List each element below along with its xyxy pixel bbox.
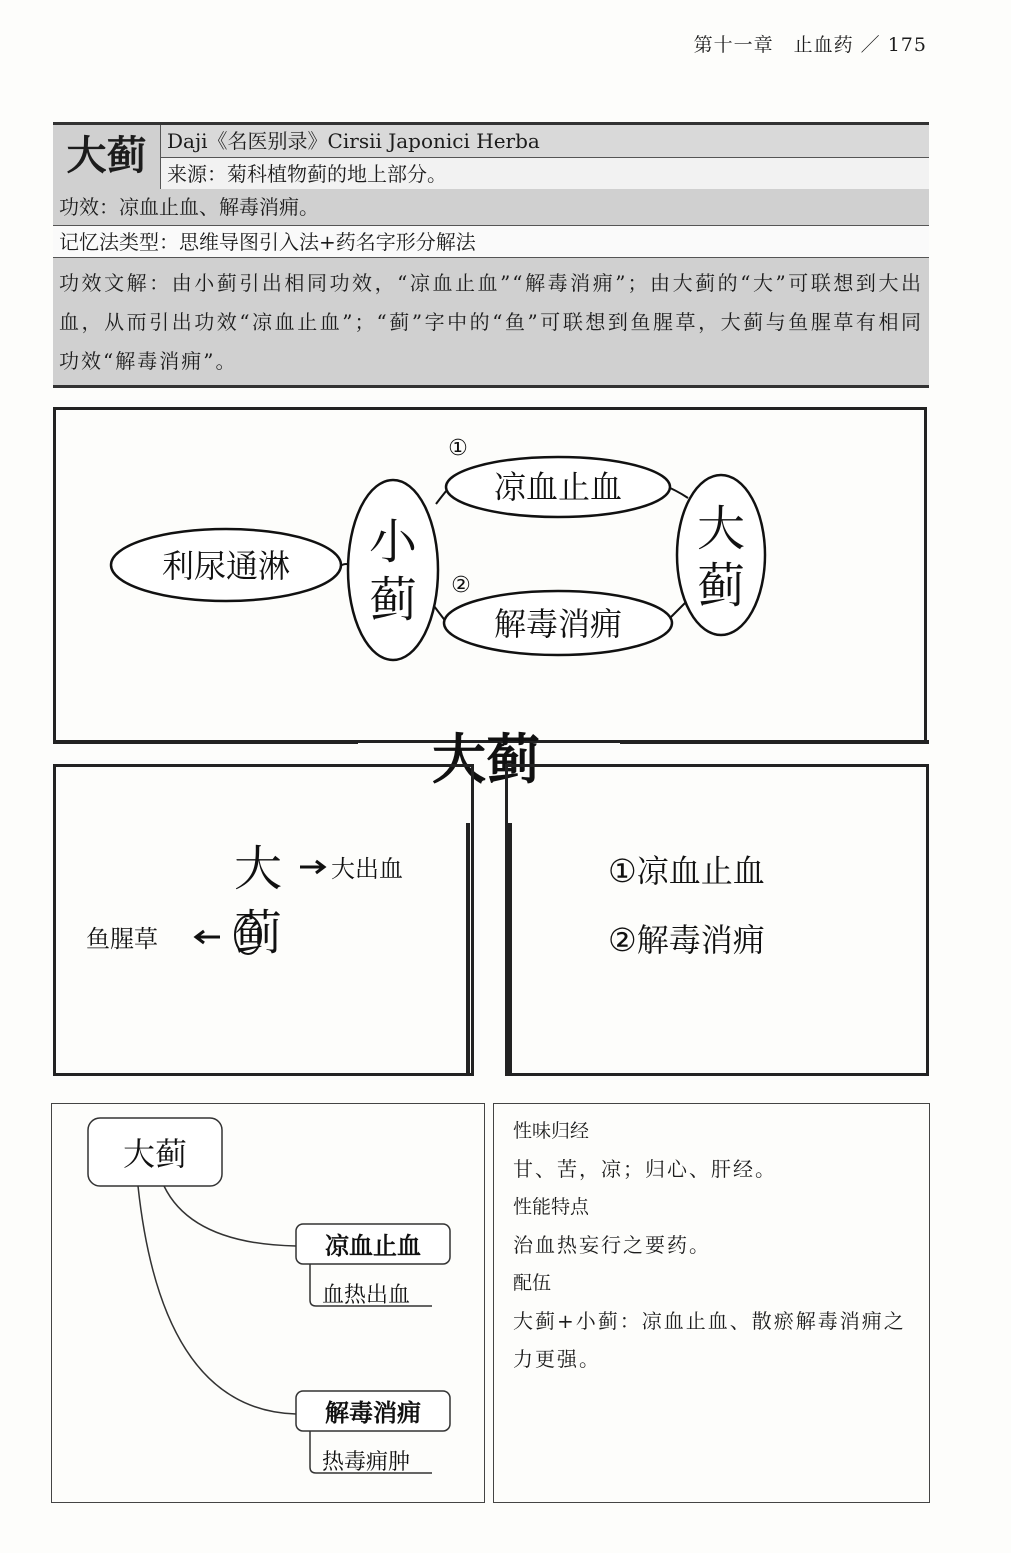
efficacy-text: 功效：凉血止血、解毒消痈。	[53, 189, 929, 226]
memory-type-text: 记忆法类型：思维导图引入法+药名字形分解法	[53, 226, 929, 258]
prop-heading-features: 性能特点	[513, 1196, 590, 1218]
node-daji-bottom: 蓟	[696, 558, 746, 614]
node-diuresis: 利尿通淋	[161, 547, 291, 585]
branch-1-sub: 血热出血	[322, 1283, 411, 1308]
arrow-right-icon	[300, 861, 324, 873]
running-head: 第十一章 止血药 ／ 175	[693, 34, 927, 56]
title-row	[53, 125, 929, 189]
prop-body-features: 治血热妄行之要药。	[513, 1233, 711, 1257]
tree-link-2	[138, 1186, 296, 1414]
char-diagram	[56, 767, 471, 1073]
mindmap-diagram	[56, 410, 924, 740]
prop-heading-flavor: 性味归经	[513, 1120, 590, 1142]
prop-body-flavor: 甘、苦，凉；归心、肝经。	[513, 1157, 777, 1181]
big-char-top: 大	[234, 841, 283, 897]
efficacy-tree	[52, 1104, 484, 1502]
center-title: 大蓟	[432, 728, 540, 791]
node-cool-blood: 凉血止血	[493, 468, 623, 506]
marker-2: ②	[451, 573, 471, 598]
node-xiaoji-bottom: 蓟	[368, 572, 418, 628]
node-xiaoji-ellipse	[348, 480, 438, 660]
effect-item-1: ①凉血止血	[608, 852, 765, 890]
effects-diagram	[508, 767, 926, 1073]
char-decomposition-panel	[53, 764, 474, 1076]
panel-right-inner-rule	[508, 823, 512, 1073]
panel-left-inner-rule	[466, 823, 470, 1073]
herb-info-table	[53, 122, 929, 388]
node-detox: 解毒消痈	[493, 605, 623, 643]
source-text: 来源：菊科植物蓟的地上部分。	[161, 158, 929, 190]
effects-panel	[505, 764, 929, 1076]
branch-2-sub: 热毒痈肿	[322, 1450, 411, 1475]
properties-text	[513, 1112, 921, 1378]
explanation-text: 功效文解：由小蓟引出相同功效，“凉血止血”“解毒消痈”；由大蓟的“大”可联想到大出血，从而引出功效“凉血止血”；“蓟”字中的“鱼”可联想到鱼腥草，大蓟与鱼腥草有相同功效“解毒消痈”。	[53, 258, 929, 385]
branch-1: 凉血止血	[325, 1232, 421, 1260]
prop-body-combination: 大蓟+小蓟：凉血止血、散瘀解毒消痈之力更强。	[513, 1309, 906, 1371]
rule-left-upper	[53, 740, 358, 744]
herb-title: 大蓟	[53, 125, 161, 189]
branch-2: 解毒消痈	[325, 1399, 421, 1427]
effect-item-2: ②解毒消痈	[608, 921, 765, 959]
prop-heading-combination: 配伍	[513, 1272, 552, 1294]
mindmap-panel	[53, 407, 927, 743]
arrow-left-text: 鱼腥草	[86, 925, 158, 953]
title-details	[161, 125, 929, 188]
node-daji-top: 大	[696, 501, 746, 557]
rule-right-upper	[620, 740, 929, 744]
arrow-left-icon	[196, 931, 220, 943]
node-xiaoji-top: 小	[368, 514, 418, 570]
big-char-bottom: 蓟	[234, 905, 283, 961]
tree-link-1	[164, 1186, 296, 1246]
arrow-right-text: 大出血	[331, 855, 403, 883]
efficacy-tree-panel	[51, 1103, 485, 1503]
marker-1: ①	[448, 436, 468, 461]
tree-root: 大蓟	[122, 1135, 188, 1173]
latin-name: Daji《名医别录》Cirsii Japonici Herba	[161, 125, 929, 158]
